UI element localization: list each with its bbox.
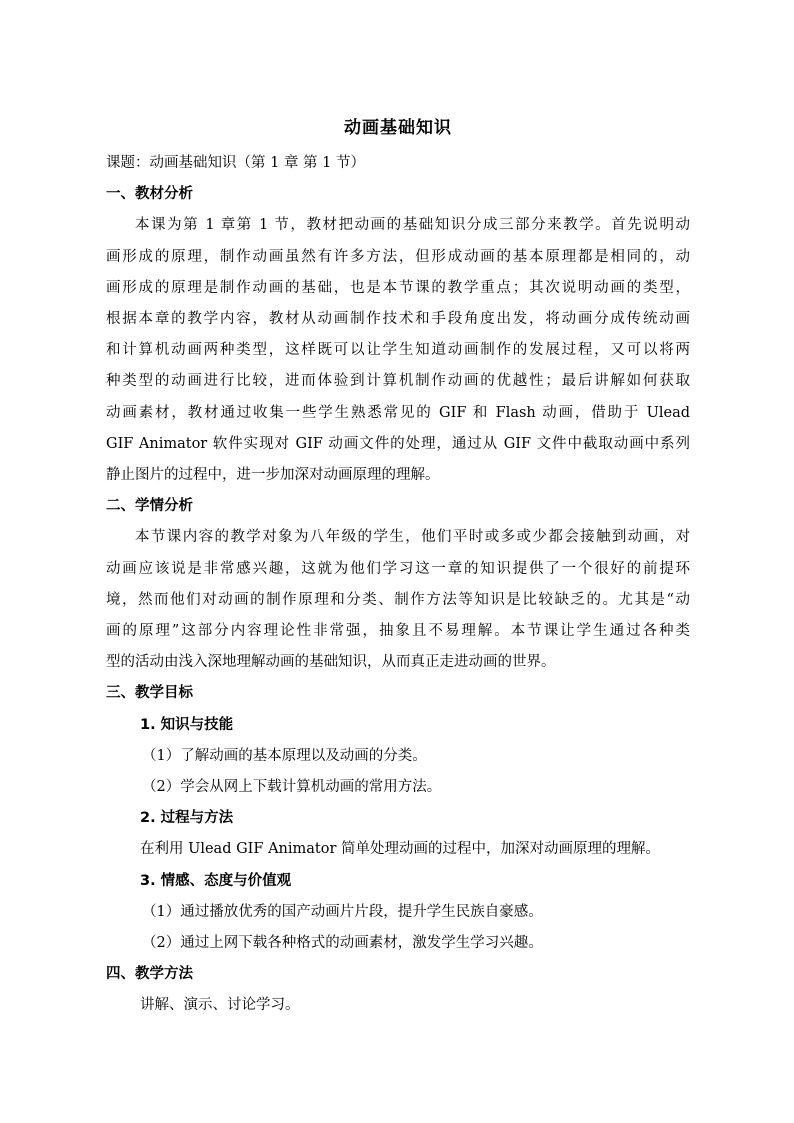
goal-item: （2）通过上网下载各种格式的动画素材，激发学生学习兴趣。 — [142, 934, 543, 951]
subheading-process-methods: 2. 过程与方法 — [140, 810, 234, 827]
subheading-emotion-values: 3. 情感、态度与价值观 — [140, 872, 292, 889]
subheading-knowledge-skills: 1. 知识与技能 — [140, 716, 234, 733]
goal-item: （1）了解动画的基本原理以及动画的分类。 — [142, 747, 427, 764]
section-heading-textbook-analysis: 一、教材分析 — [106, 186, 193, 203]
paragraph-line: 根据本章的教学内容，教材从动画制作技术和手段角度出发，将动画分成传统动画 — [106, 310, 690, 327]
subject-line: 课题：动画基础知识（第 1 章 第 1 节） — [106, 155, 365, 171]
paragraph-student-analysis — [106, 522, 690, 678]
section-heading-teaching-methods: 四、教学方法 — [106, 966, 193, 983]
paragraph-line: 本课为第 1 章第 1 节，教材把动画的基础知识分成三部分来教学。首先说明动 — [135, 217, 690, 234]
paragraph-line: 型的活动由浅入深地理解动画的基础知识，从而真正走进动画的世界。 — [106, 654, 556, 671]
paragraph-line: 境，然而他们对动画的制作原理和分类、制作方法等知识是比较缺乏的。尤其是“动 — [106, 591, 690, 608]
goal-text: 在利用 Ulead GIF Animator 简单处理动画的过程中，加深对动画原理的理解。 — [140, 841, 661, 858]
paragraph-line: 动画应该说是非常感兴趣，这就为他们学习这一章的知识提供了一个很好的前提环 — [106, 560, 690, 577]
document-title: 动画基础知识 — [344, 118, 452, 138]
paragraph-line: 种类型的动画进行比较，进而体验到计算机制作动画的优越性；最后讲解如何获取 — [106, 373, 690, 390]
paragraph-line: 画形成的原理，制作动画虽然有许多方法，但形成动画的基本原理都是相同的，动 — [106, 248, 690, 265]
paragraph-line: 动画素材，教材通过收集一些学生熟悉常见的 GIF 和 Flash 动画，借助于 Ulead — [106, 404, 690, 421]
document-body — [106, 148, 690, 1021]
paragraph-line: GIF Animator 软件实现对 GIF 动画文件的处理，通过从 GIF 文件中截取动画中系列 — [106, 435, 690, 452]
paragraph-line: 静止图片的过程中，进一步加深对动画原理的理解。 — [106, 467, 440, 483]
paragraph-line: 画形成的原理是制作动画的基础，也是本节课的教学重点；其次说明动画的类型， — [106, 279, 690, 296]
paragraph-line: 本节课内容的教学对象为八年级的学生，他们平时或多或少都会接触到动画，对 — [135, 529, 690, 546]
goal-item: （1）通过播放优秀的国产动画片片段，提升学生民族自豪感。 — [142, 903, 543, 920]
section-heading-teaching-goals: 三、教学目标 — [106, 685, 193, 702]
paragraph-line: 和计算机动画两种类型，这样既可以让学生知道动画制作的发展过程，又可以将两 — [106, 342, 690, 359]
goal-item: （2）学会从网上下载计算机动画的常用方法。 — [142, 778, 442, 795]
teaching-methods-text: 讲解、演示、讨论学习。 — [140, 997, 300, 1014]
paragraph-textbook-analysis — [106, 210, 690, 491]
section-heading-student-analysis: 二、学情分析 — [106, 498, 193, 515]
paragraph-line: 画的原理”这部分内容理论性非常强，抽象且不易理解。本节课让学生通过各种类 — [106, 623, 690, 639]
